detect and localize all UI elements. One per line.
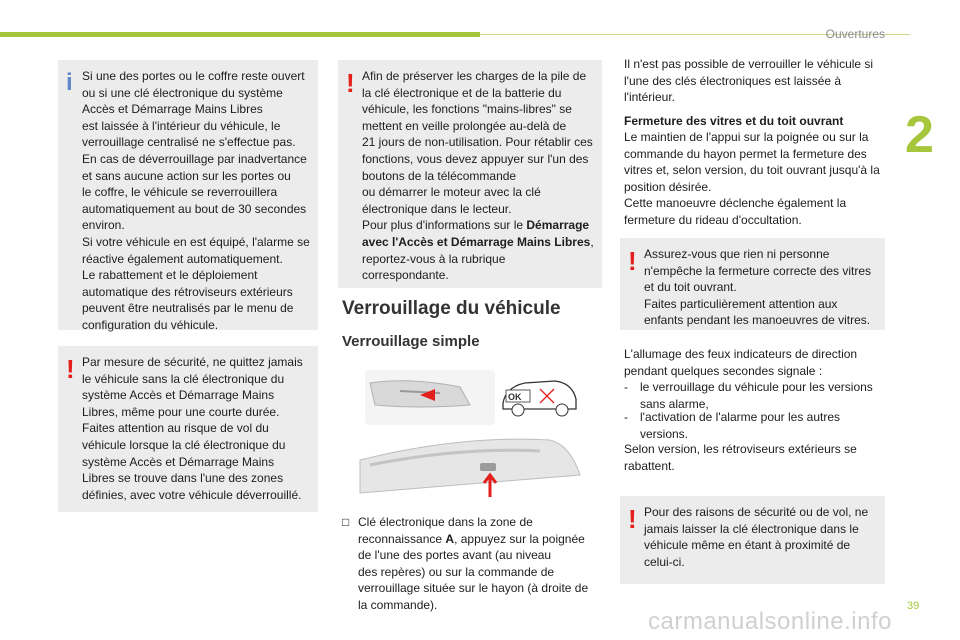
- header-accent-bar: [0, 32, 480, 37]
- locking-illustration: [340, 365, 600, 500]
- heading-simple-locking: Verrouillage simple: [342, 333, 480, 350]
- warning-box-battery: [338, 60, 602, 288]
- section-title: Ouvertures: [825, 27, 885, 41]
- arrow-up-icon: [484, 475, 496, 497]
- info-box: [58, 60, 318, 330]
- heading-locking: Verrouillage du véhicule: [342, 298, 561, 319]
- info-box-text: Si une des portes ou le coffre reste ouvert ou si une clé électronique du système Accès et Démarrage Mains Libres est laissée à l'intérieur du véhicule, le verrouillage centralisé ne s'effectue pas. En cas de déverrouillage par inadvertance et sans aucune action sur les portes ou le coffre, le véhicule se reverrouillera automatiquement au bout de 30 secondes environ. Si votre véhicule en est équipé, l'alarme se réactive également automatiquement. Le rabattement et le déploiement automatique des rétroviseurs extérieurs peuvent être neutralisés par le menu de configuration du véhicule.: [82, 69, 310, 332]
- chapter-number: 2: [905, 106, 934, 164]
- signals-intro: L'allumage des feux indicateurs de direction pendant quelques secondes signale :: [624, 347, 858, 378]
- signal-item: - l'activation de l'alarme pour les autres versions.: [624, 410, 841, 441]
- mirrors-paragraph: Selon version, les rétroviseurs extérieurs se rabattent.: [624, 442, 857, 473]
- warning-icon: !: [66, 354, 75, 384]
- step-list-item: □ Clé électronique dans la zone de reconnaissance A, appuyez sur la poignée de l'une des portes avant (au niveau des repères) ou sur la commande de verrouillage située sur le hayon (à droite de la commande).: [342, 515, 589, 612]
- warning-box-security-text: Par mesure de sécurité, ne quittez jamais le véhicule sans la clé électronique du système Accès et Démarrage Mains Libres, même pour une courte durée. Faites attention au risque de vol du véhicule lorsque la clé électronique du système Accès et Démarrage Mains Libres se trouve dans l'une des zones définies, avec votre véhicule déverrouillé.: [82, 355, 303, 502]
- car-outline-icon: [500, 370, 580, 420]
- warning-icon: !: [628, 246, 637, 276]
- cross-reference: Démarrage avec l'Accès et Démarrage Mains Libres: [362, 218, 591, 249]
- tailgate-illustration: [360, 439, 580, 497]
- warning-icon: !: [628, 504, 637, 534]
- warning-box-security: [58, 346, 318, 512]
- warning-box-battery-text: Afin de préserver les charges de la pile de la clé électronique et de la batterie du véhicule, les fonctions "mains-libres" se mettent en veille prolongée au-delà de 21 jours de non-utilisation. Pour rétablir ces fonctions, vous devez appuyer sur l'un des boutons de la télécommande ou démarrer le moteur avec la clé électronique dans le lecteur. Pour plus d'informations sur le Démarrage avec l'Accès et Démarrage Mains Libres, reportez-vous à la rubrique correspondante.: [362, 69, 594, 283]
- ok-badge: OK: [508, 392, 522, 402]
- page-number: 39: [907, 600, 920, 612]
- warning-box-windows: [620, 238, 885, 330]
- warning-icon: !: [346, 68, 355, 98]
- warning-box-theft-text: Pour des raisons de sécurité ou de vol, ne jamais laisser la clé électronique dans le véhicule même en étant à proximité de celui-ci.: [644, 505, 869, 569]
- info-icon: i: [66, 69, 73, 96]
- warning-box-windows-text: Assurez-vous que rien ni personne n'empêche la fermeture correcte des vitres et du toit ouvrant. Faites particulièrement attention aux enfants pendant les manoeuvres de vitres.: [644, 247, 872, 328]
- signal-item: - le verrouillage du véhicule pour les versions sans alarme,: [624, 380, 873, 411]
- tailgate-button: [480, 463, 496, 471]
- windows-paragraph: Le maintien de l'appui sur la poignée ou sur la commande du hayon permet la fermeture des vitres et, selon version, du toit ouvrant jusqu'à la position désirée. Cette manoeuvre déclenche également la fermeture du rideau d'occultation.: [624, 130, 880, 227]
- watermark: carmanualsonline.info: [648, 608, 892, 635]
- intro-paragraph: Il n'est pas possible de verrouiller le véhicule si l'une des clés électroniques est laissée à l'intérieur.: [624, 57, 874, 105]
- door-handle-illustration: [365, 370, 495, 425]
- subheading-windows: Fermeture des vitres et du toit ouvrant: [624, 114, 844, 128]
- checkbox-bullet-icon: □: [342, 515, 350, 529]
- warning-box-theft: [620, 496, 885, 584]
